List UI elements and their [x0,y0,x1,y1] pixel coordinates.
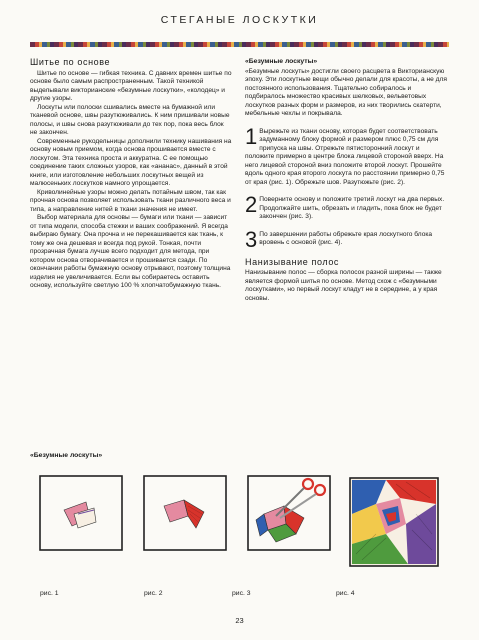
figure-title: «Безумные лоскуты» [30,452,103,459]
page-number: 23 [235,616,244,625]
step-text: Вырежьте из ткани основу, которая будет соответствовать задуманному блоку формой и размером плюс 0,75 см для припуска на швы. Отрежьте пятисторонний лоскут и положите примерно в центре блока лицевой стороной вверх. На него лицевой стороной вниз положите второй лоскут. Прошейте вдоль одного края второго лоскута по расстоянии примерно 0,75 от края (рис. 1). Обрежьте шов. Разутюжьте (рис. 2). [245,127,445,186]
step-3 [245,226,447,252]
subheading: «Безумные лоскуты» [245,58,318,65]
step-2 [245,192,447,222]
step-1 [245,123,447,188]
left-column [30,58,232,291]
figure-label: рис. 4 [336,590,355,597]
section-heading-2: Нанизывание полос [245,256,340,267]
figure-area [30,452,449,602]
step-text: Поверните основу и положите третий лоскут на два первых. Продолжайте шить, обрезать и гладить, пока блок не будет закончен (рис. 3). [259,196,445,220]
paragraph: Выбор материала для основы — бумаги или ткани — зависит от типа модели, способа стежки и ваших соображений. Я всегда выбираю бумагу. Она прочна и не перекашивается как ткань, к тому же она дешевая и всегда под рукой. Тонкая, почти прозрачная бумага лучше всего подходит для метода, при котором основа отворачивается и прошивается сзади. По окончании работы бумажную основу отрывают, поэтому толщина изделия не увеличивается. Если вы собираетесь оставить основу, используйте светлую 100 % хлопчатобумажную ткань. [30,214,231,289]
section-heading: Шитье по основе [30,57,111,67]
right-column [245,58,447,303]
paragraph: Современные рукодельницы дополнили технику нашивания на основу новым приемом, когда основа прошивается вместе с лоскутом. Эта техника проста и аккуратна. С ее помощью соединение таких сложных узоров, как «ананас», данный в этой книге, или изготовление небольших лоскутных вещей из малюсеньких лоскутков намного упрощается. [30,137,232,187]
step-number: 3 [245,226,258,252]
figure-2-illustration [142,474,228,552]
figure-1-illustration [38,474,124,552]
step-text: По завершении работы обрежьте края лоскутного блока вровень с основой (рис. 4). [259,230,433,246]
figure-label: рис. 1 [40,590,59,597]
step-number: 1 [245,123,258,149]
figure-label: рис. 2 [144,590,163,597]
paragraph: Криволинейные узоры можно делать потайным швом, так как прочная основа позволяет использовать ткани различного веса и типа, а направление нитей в ткани значения не имеет. [30,188,231,213]
figure-3-illustration [246,474,332,552]
paragraph: Шитье по основе — гибкая техника. С давних времен шитье по основе было самым распространенным. Такой техникой выделывали викторианские «безумные лоскутки», «колодец» и другие узоры. [30,69,232,102]
step-number: 2 [245,192,258,217]
figure-label: рис. 3 [232,590,251,597]
paragraph: Нанизывание полос — сборка полосок разной ширины — также является формой шитья по основе. Метод схож с «безумными лоскутками», но первый лоскут кладут не в середине, а у края основы. [245,269,442,302]
figure-4-illustration [346,474,442,570]
paragraph: Лоскуты или полоски сшивались вместе на бумажной или тканевой основе, швы разутюживались. К ним пришивали новые полосы, и швы снова разутюживали до тех пор, пока весь блок не закончен. [30,103,230,136]
page-title: СТЕГАНЫЕ ЛОСКУТКИ [160,14,319,26]
decorative-banner [30,42,449,47]
intro-paragraph: «Безумные лоскуты» достигли своего расцвета в Викторианскую эпоху. Эти лоскутные вещи обычно делали для красоты, а не для постоянного использования. Тщательно собиралось и подбиралось множество красивых шелковых, вельветовых лоскутков разных форм и размеров, из них творились скатерти, мебельные чехлы и покрывала. [245,67,447,117]
